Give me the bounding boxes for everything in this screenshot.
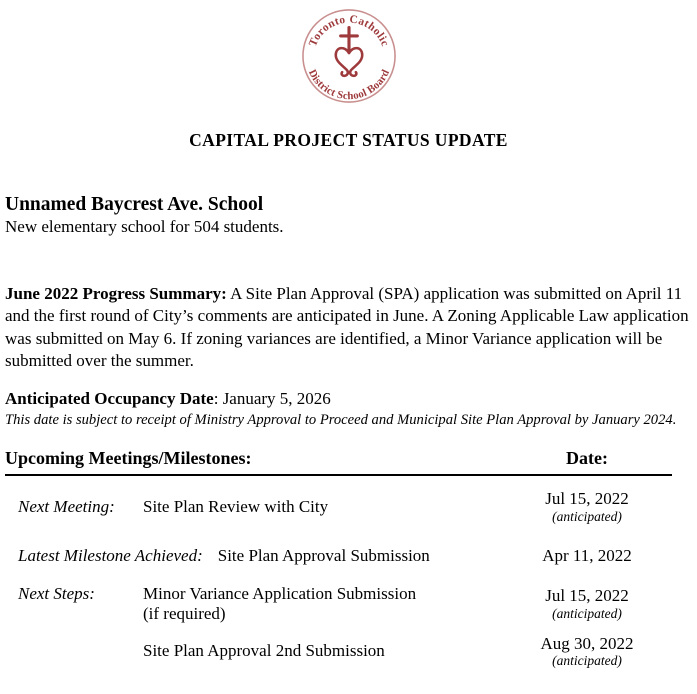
row-left <box>5 641 507 661</box>
milestone-line2: (if required) <box>143 603 226 623</box>
header-divider <box>5 474 672 476</box>
milestone-line1: Minor Variance Application Submission <box>143 583 417 603</box>
occupancy-date-line <box>5 389 692 409</box>
progress-summary-label: June 2022 Progress Summary: <box>5 284 227 303</box>
cross-heart-icon <box>335 28 361 76</box>
date-qualifier: (anticipated) <box>552 508 622 524</box>
date-header: Date: <box>566 447 608 468</box>
date-qualifier: (anticipated) <box>552 653 622 669</box>
logo <box>0 0 697 104</box>
project-description: New elementary school for 504 students. <box>5 217 284 236</box>
row-milestone: Site Plan Review with City <box>143 496 329 516</box>
date-value: Apr 11, 2022 <box>542 545 632 565</box>
progress-summary-text: A Site Plan Approval (SPA) application was submitted on April 11 and the first round of City’s comments are anticipated in June. A Zoning Applicable Law application was submitted on May 6. If zoning variances are identified, a Minor Variance application will be submitted over the summer. <box>5 284 689 371</box>
row-label: Latest Milestone Achieved: <box>18 545 203 565</box>
row-date <box>507 546 667 566</box>
row-label: Next Meeting: <box>18 496 115 516</box>
milestones-header: Upcoming Meetings/Milestones: <box>5 447 252 468</box>
row-date <box>507 634 667 669</box>
table-row <box>5 485 692 529</box>
table-row <box>5 546 692 566</box>
page-title: CAPITAL PROJECT STATUS UPDATE <box>189 130 508 150</box>
project-name: Unnamed Baycrest Ave. School <box>5 194 264 215</box>
milestones-header-row <box>5 448 692 469</box>
project-header <box>5 194 692 237</box>
date-qualifier: (anticipated) <box>552 605 622 621</box>
row-label: Next Steps: <box>18 583 95 603</box>
row-left <box>5 546 507 566</box>
row-date <box>507 586 667 621</box>
row-left <box>5 584 507 624</box>
row-milestone: Site Plan Approval Submission <box>217 545 430 565</box>
tcdsb-crest-logo <box>300 7 398 105</box>
date-value: Jul 15, 2022 <box>545 489 629 509</box>
row-left <box>5 497 507 517</box>
row-milestone: Site Plan Approval 2nd Submission <box>143 641 385 661</box>
table-row <box>5 584 692 624</box>
logo-top-text: Toronto Catholic <box>306 13 391 49</box>
occupancy-note: This date is subject to receipt of Ministry Approval to Proceed and Municipal Site Plan Approval by January 2024. <box>5 411 677 428</box>
row-milestone <box>143 584 416 624</box>
occupancy-date-label: Anticipated Occupancy Date <box>5 388 214 408</box>
milestones-table <box>5 485 692 669</box>
logo-bottom-text: District School Board <box>305 67 392 103</box>
table-row <box>5 634 692 669</box>
row-date <box>507 489 667 524</box>
occupancy-date-value: : January 5, 2026 <box>213 388 331 408</box>
progress-summary <box>5 283 695 373</box>
date-value: Aug 30, 2022 <box>540 633 634 653</box>
date-value: Jul 15, 2022 <box>545 586 629 606</box>
